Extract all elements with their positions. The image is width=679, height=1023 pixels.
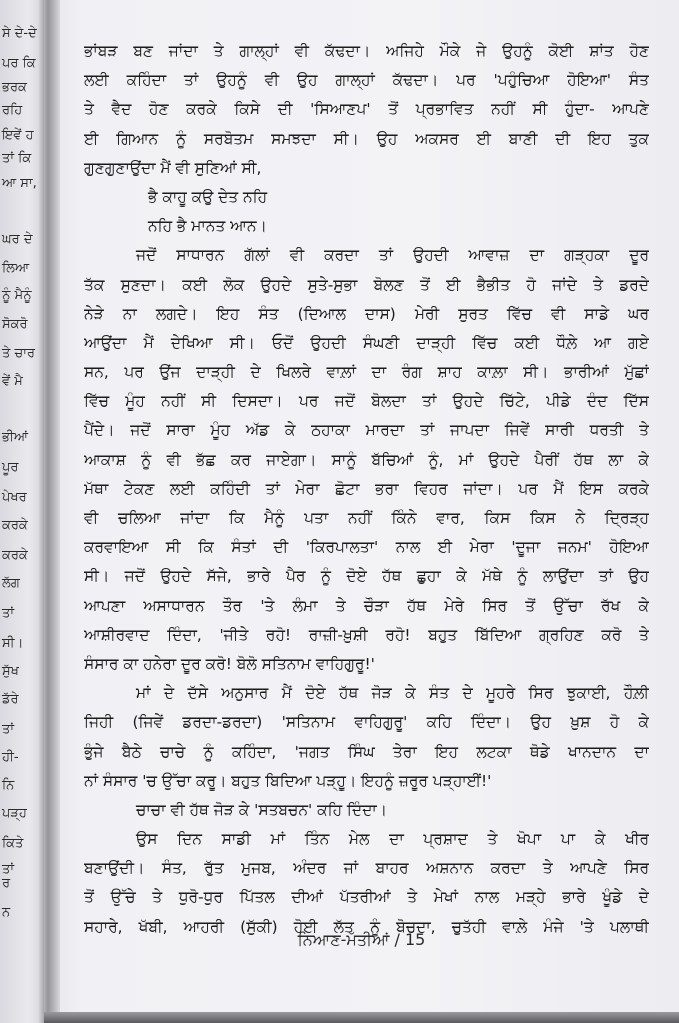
left-page-fragment: ਨ [2, 905, 11, 920]
paragraph-start: ਚਾਚਾ ਵੀ ਹੱਥ ਜੋੜ ਕੇ 'ਸਤਬਚਨ' ਕਹਿ ਦਿੰਦਾ। [136, 800, 388, 819]
left-page-fragment: ਕਰਕੇ [2, 548, 28, 563]
body-text [84, 37, 649, 942]
text-line: ਸੀ। ਜਦੋਂ ਉਹਦੇ ਸੱਜੇ, ਭਾਰੇ ਪੈਰ ਨੂੰ ਦੋਏ ਹੱਥ ਛੁਹਾ ਕੇ ਮੱਥੇ ਨੂੰ ਲਾਉਂਦਾ ਤਾਂ ਉਹ [84, 567, 649, 586]
left-page-fragment: ਲੱਗ [2, 576, 20, 591]
page-bottom-edge [44, 1012, 679, 1023]
left-page-fragment: ਇਵੇਂ ਹ [2, 128, 34, 143]
text-line: ਬਣਾਉਂਦੀ। ਸੰਤ, ਰੁੱਤ ਮੁਜਬ, ਅੰਦਰ ਜਾਂ ਬਾਹਰ ਅਸ਼ਨਾਨ ਕਰਦਾ ਤੇ ਆਪਣੇ ਸਿਰ [84, 859, 649, 878]
text-line: ਵੀ ਚਲਿਆ ਜਾਂਦਾ ਕਿ ਮੈਨੂੰ ਪਤਾ ਨਹੀਂ ਕਿੰਨੇ ਵਾਰ, ਕਿਸ ਕਿਸ ਨੇ ਦ੍ਰਿੜ੍ਹ [84, 509, 649, 527]
paragraph-start: ਉਸ ਦਿਨ ਸਾਡੀ ਮਾਂ ਤਿੰਨ ਮੇਲ ਦਾ ਪ੍ਰਸ਼ਾਦ ਤੇ ਖੋਪਾ ਪਾ ਕੇ ਖੀਰ [136, 830, 649, 849]
text-line: ਆਸ਼ੀਰਵਾਦ ਦਿੰਦਾ, 'ਜੀਤੇ ਰਹੋ! ਰਾਜ਼ੀ-ਖ਼ੁਸ਼ੀ ਰਹੋ! ਬਹੁਤ ਬਿੱਦਿਆ ਗ੍ਰਹਿਣ ਕਰੋ ਤੇ [84, 625, 649, 644]
text-line: ਤੋਂ ਉੱਚੇ ਤੇ ਧੁਰੋ-ਧੁਰ ਪਿੱਤਲ ਦੀਆਂ ਪੱਤਰੀਆਂ ਤੇ ਮੇਖਾਂ ਨਾਲ ਮੜ੍ਹੇ ਭਾਰੇ ਖੂੰਡੇ ਦੇ [84, 888, 649, 907]
text-line: ਨੇੜੇ ਨਾ ਲਗਦੇ। ਇਹ ਸੰਤ (ਦਿਆਲ ਦਾਸ) ਮੇਰੀ ਸੁਰਤ ਵਿੱਚ ਵੀ ਸਾਡੇ ਘਰ [84, 304, 649, 323]
left-page-fragment: ਤਾਂ ਕਿ [2, 151, 32, 166]
book-gutter-shadow [38, 0, 60, 1023]
text-line: ਗੁਣਗੁਣਾਉਂਦਾ ਮੈਂ ਵੀ ਸੁਣਿਆਂ ਸੀ, [84, 158, 262, 177]
text-line: ਪੈਂਦੇ। ਜਦੋਂ ਸਾਰਾ ਮੂੰਹ ਅੱਡ ਕੇ ਠਹਾਕਾ ਮਾਰਦਾ ਤਾਂ ਜਾਪਦਾ ਜਿਵੇਂ ਸਾਰੀ ਧਰਤੀ ਤੇ [84, 421, 649, 440]
left-page-fragment: ਲਿਆ [2, 261, 30, 276]
left-page-fragment: ਤਾਂ [2, 722, 14, 737]
text-line: ਵਿੱਚ ਮੂੰਹ ਨਹੀਂ ਸੀ ਦਿਸਦਾ। ਪਰ ਜਦੋਂ ਬੋਲਦਾ ਤਾਂ ਉਹਦੇ ਚਿੱਟੇ, ਪੀਡੇ ਦੰਦ ਦਿੱਸ [84, 392, 649, 411]
left-page-fragment: ਸੇ ਦੇ-ਦੇ [2, 26, 37, 41]
left-page-fragment: ਪਰ ਕਿ [2, 56, 36, 71]
text-line: ਲਈ ਕਹਿੰਦਾ ਤਾਂ ਉਹਨੂੰ ਵੀ ਉਹ ਗਾਲ੍ਹਾਂ ਕੱਢਦਾ। ਪਰ 'ਪਹੁੰਚਿਆ ਹੋਇਆ' ਸੰਤ [84, 71, 649, 90]
left-page-fragment: ਤਾਂ [2, 862, 14, 877]
left-page-fragment: ਸੀ। [2, 636, 24, 651]
text-line: ਜਿਹੀ (ਜਿਵੇਂ ਡਰਦਾ-ਡਰਦਾ) 'ਸਤਿਨਾਮ ਵਾਹਿਗੁਰੂ' ਕਹਿ ਦਿੰਦਾ। ਉਹ ਖ਼ੁਸ਼ ਹੋ ਕੇ [84, 713, 649, 732]
left-page-fragment: ਸੋਕਰੋ [2, 317, 28, 332]
text-line: ਸੰਸਾਰ ਕਾ ਹਨੇਰਾ ਦੂਰ ਕਰੋ! ਬੋਲੋ ਸਤਿਨਾਮ ਵਾਹਿਗੁਰੂ!' [84, 654, 375, 673]
verse-line: ਭੈ ਕਾਹੂ ਕਉ ਦੇਤ ਨਹਿ [148, 187, 268, 206]
verse-line: ਨਹਿ ਭੈ ਮਾਨਤ ਆਨ। [148, 217, 267, 236]
text-line: ਭਾਂਬੜ ਬਣ ਜਾਂਦਾ ਤੇ ਗਾਲ੍ਹਾਂ ਵੀ ਕੱਢਦਾ। ਅਜਿਹੇ ਮੌਕੇ ਜੇ ਉਹਨੂੰ ਕੋਈ ਸ਼ਾਂਤ ਹੋਣ [84, 42, 649, 60]
text-line: ਸਹਾਰੇ, ਖੱਬੀ, ਆਹਰੀ (ਸੁੱਕੀ) ਹੋਈ ਲੱਤ ਨੂੰ ਬੋਚਦਾ, ਚੁਤੱਹੀ ਵਾਲ਼ੇ ਮੰਜੇ 'ਤੇ ਪਲਾਥੀ [84, 917, 649, 936]
text-line: ਤੇ ਵੈਦ ਹੋਣ ਕਰਕੇ ਕਿਸੇ ਦੀ 'ਸਿਆਣਪ' ਤੋਂ ਪ੍ਰਭਾਵਿਤ ਨਹੀਂ ਸੀ ਹੁੰਦਾ- ਆਪਣੇ [84, 100, 649, 119]
left-page-fragment: ਸੁੱਖ [2, 664, 19, 679]
text-line: ਨਾਂ ਸੰਸਾਰ 'ਚ ਉੱਚਾ ਕਰੂ। ਬਹੁਤ ਬਿਦਿਆ ਪੜ੍ਹੂ। ਇਹਨੂੰ ਜ਼ਰੂਰ ਪੜ੍ਹਾਈਂ!' [84, 771, 492, 790]
right-page [44, 0, 679, 1023]
left-page-fragment: ਰਹਿ [2, 103, 23, 118]
text-line: ਭੁੰਜੇ ਬੈਠੇ ਚਾਚੇ ਨੂੰ ਕਹਿੰਦਾ, 'ਜਗਤ ਸਿੰਘ ਤੇਰਾ ਇਹ ਲਟਕਾ ਥੋਡੇ ਖਾਨਦਾਨ ਦਾ [84, 742, 649, 761]
left-page-fragment: ਕਿਤੇ [2, 836, 24, 851]
left-page-fragment: ਕਰਕੇ [2, 518, 28, 533]
left-page-fragment: ਨਿ [2, 778, 15, 793]
text-line: ਕਰਵਾਇਆ ਸੀ ਕਿ ਸੰਤਾਂ ਦੀ 'ਕਿਰਪਾਲਤਾ' ਨਾਲ ਈ ਮੇਰਾ 'ਦੂਜਾ ਜਨਮ' ਹੋਇਆ [84, 538, 649, 557]
text-line: ਆਕਾਸ਼ ਨੂੰ ਵੀ ਭੱਛ ਕਰ ਜਾਏਗਾ। ਸਾਨੂੰ ਬੱਚਿਆਂ ਨੂੰ, ਮਾਂ ਉਹਦੇ ਪੈਰੀਂ ਹੱਥ ਲਾ ਕੇ [84, 450, 649, 469]
text-line: ਈ ਗਿਆਨ ਨੂੰ ਸਰਬੋਤਮ ਸਮਝਦਾ ਸੀ। ਉਹ ਅਕਸਰ ਈ ਬਾਣੀ ਦੀ ਇਹ ਤੁਕ [84, 129, 649, 148]
left-page-fragment: ਆ ਸਾ, [2, 176, 37, 191]
left-page-fragment: ਘਰ ਦੇ [2, 232, 33, 247]
running-footer: ਨਿਆਣ-ਮੱਤੀਆਂ / 15 [297, 930, 426, 949]
text-line: ਮੱਥਾ ਟੇਕਣ ਲਈ ਕਹਿੰਦੀ ਤਾਂ ਮੇਰਾ ਛੋਟਾ ਭਰਾ ਵਿਹਰ ਜਾਂਦਾ। ਪਰ ਮੈਂ ਇਸ ਕਰਕੇ [84, 479, 649, 498]
left-page-fragment: ਪੇਖਰ [2, 490, 27, 505]
left-page-fragment: ਪੂਰ [2, 460, 19, 475]
left-page-fragment: ਡੱਰੇ [2, 692, 19, 707]
text-line: ਸਨ, ਪਰ ਉਂਜ ਦਾੜ੍ਹੀ ਦੇ ਖਿਲਰੇ ਵਾਲ਼ਾਂ ਦਾ ਰੰਗ ਸ਼ਾਹ ਕਾਲ਼ਾ ਸੀ। ਭਾਰੀਆਂ ਮੁੱਛਾਂ [84, 363, 649, 382]
left-page-fragment: ਪੜ੍ਹ [2, 806, 27, 821]
left-page-fragment: ਤੇ ਚਾਰ [2, 346, 35, 361]
left-page-fragment: ਭਰਕ [2, 80, 27, 95]
paragraph-start: ਜਦੋਂ ਸਾਧਾਰਨ ਗੱਲਾਂ ਵੀ ਕਰਦਾ ਤਾਂ ਉਹਦੀ ਆਵਾਜ਼ ਦਾ ਗੜ੍ਹਕਾ ਦੂਰ [136, 246, 649, 265]
left-page-fragment: ਨੂੰ ਮੈਨੂੰ [2, 288, 32, 303]
text-line: ਆਉਂਦਾ ਮੈਂ ਦੇਖਿਆ ਸੀ। ਓਦੋਂ ਉਹਦੀ ਸੰਘਣੀ ਦਾੜ੍ਹੀ ਵਿੱਚ ਕਈ ਧੌਲ਼ੇ ਆ ਗਏ [84, 333, 649, 352]
paragraph-start: ਮਾਂ ਦੇ ਦੱਸੇ ਅਨੁਸਾਰ ਮੈਂ ਦੋਏ ਹੱਥ ਜੋੜ ਕੇ ਸੰਤ ਦੇ ਮੂਹਰੇ ਸਿਰ ਝੁਕਾਈ, ਹੌਲ਼ੀ [136, 684, 649, 703]
left-page-fragment: ਹੀ- [2, 750, 19, 765]
left-page-fragment: ਰ [2, 876, 11, 891]
left-page-fragment: ਤਾਂ [2, 606, 14, 621]
text-line: ਤੱਕ ਸੁਣਦਾ। ਕਈ ਲੋਕ ਉਹਦੇ ਸੁਤੇ-ਸੁਭਾ ਬੋਲਣ ਤੋਂ ਈ ਭੈਭੀਤ ਹੋ ਜਾਂਦੇ ਤੇ ਡਰਦੇ [84, 275, 649, 294]
text-line: ਆਪਣਾ ਅਸਾਧਾਰਨ ਤੌਰ 'ਤੇ ਲੰਮਾ ਤੇ ਚੌੜਾ ਹੱਥ ਮੇਰੇ ਸਿਰ ਤੋਂ ਉੱਚਾ ਰੱਖ ਕੇ [84, 596, 649, 615]
left-page-fragment: ਭੀਆਂ [2, 430, 29, 445]
left-page-fragment: ਵੇਂ ਮੈ [2, 374, 23, 389]
